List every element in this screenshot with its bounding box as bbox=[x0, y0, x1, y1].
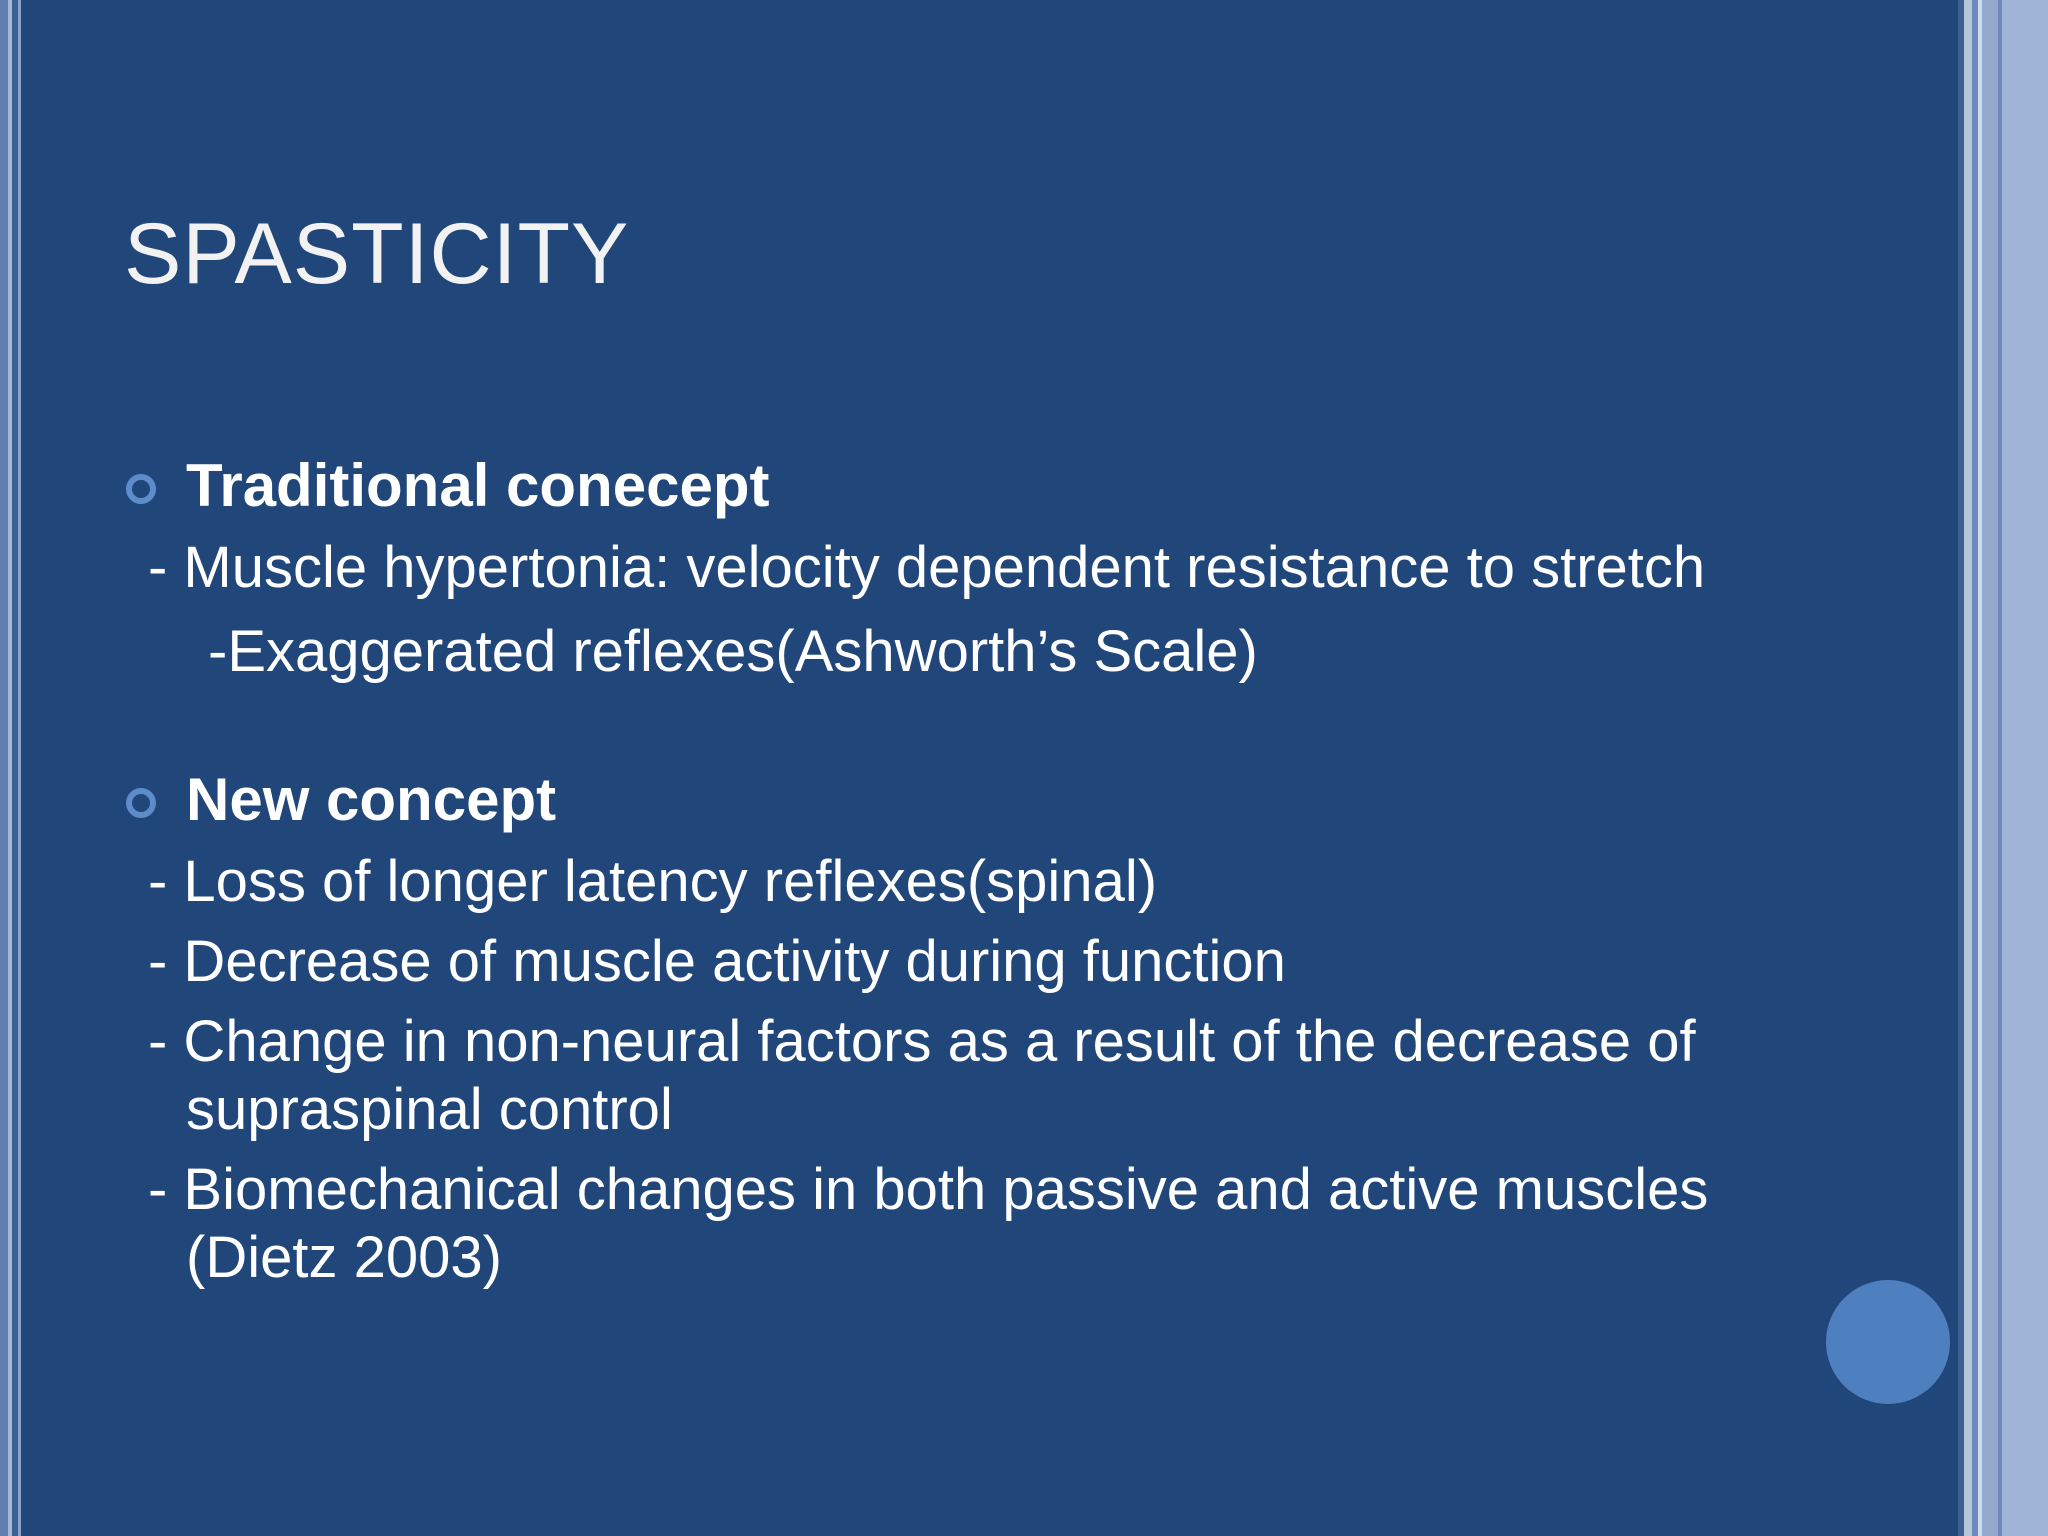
left-stripe bbox=[0, 0, 8, 1536]
list-item: - Muscle hypertonia: velocity dependent resistance to stretch bbox=[148, 535, 1706, 600]
section-traditional-concept bbox=[124, 450, 1844, 686]
slide-title: SPASTICITY bbox=[124, 206, 630, 302]
list-item: - Biomechanical changes in both passive and active muscles (Dietz 2003) bbox=[148, 1157, 1709, 1290]
section-heading bbox=[124, 450, 1844, 522]
ring-bullet-icon bbox=[126, 474, 156, 504]
left-border-decoration bbox=[0, 0, 26, 1536]
slide-body bbox=[124, 450, 1844, 1292]
nested-list-item: -Exaggerated reflexes(Ashworth’s Scale) bbox=[208, 619, 1258, 684]
right-stripe bbox=[2002, 0, 2048, 1536]
section-heading-text: Traditional conecept bbox=[186, 452, 770, 519]
list-item: - Change in non-neural factors as a result of the decrease of supraspinal control bbox=[148, 1009, 1696, 1142]
section-heading bbox=[124, 764, 1844, 836]
ring-bullet-icon bbox=[126, 788, 156, 818]
left-stripe bbox=[18, 0, 21, 1536]
section-new-concept bbox=[124, 764, 1844, 1292]
section-heading-text: New concept bbox=[186, 766, 557, 833]
right-stripe bbox=[1982, 0, 1998, 1536]
list-item: - Decrease of muscle activity during function bbox=[148, 929, 1286, 994]
decorative-circle bbox=[1826, 1280, 1950, 1404]
list-item: - Loss of longer latency reflexes(spinal) bbox=[148, 849, 1158, 914]
right-stripe bbox=[1964, 0, 1972, 1536]
